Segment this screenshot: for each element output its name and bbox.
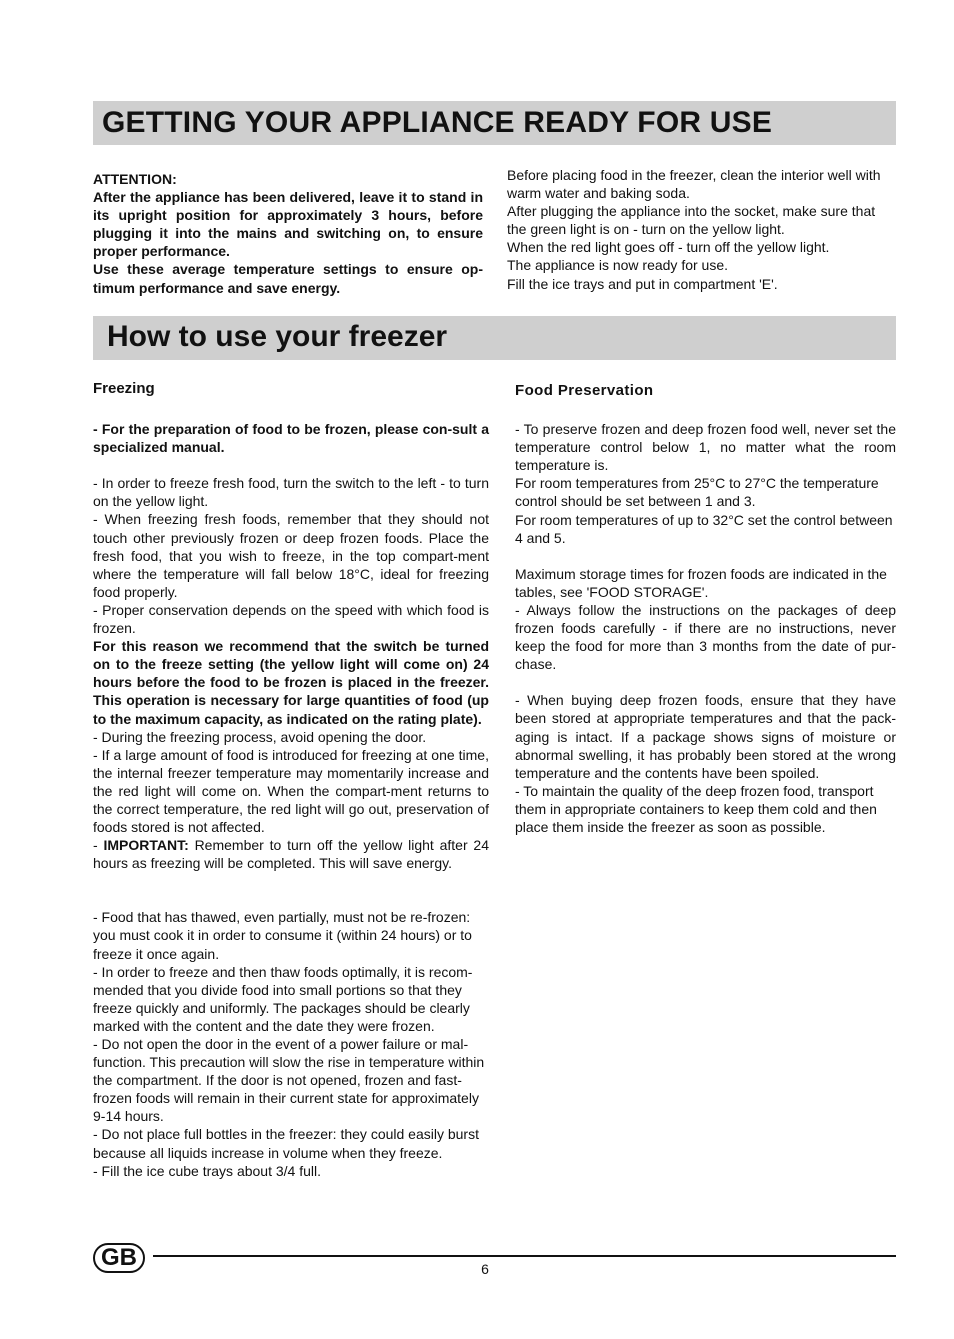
preservation-paragraph: - To preserve frozen and deep frozen food well, never set the temperature control below 1, no matter what the room temperature is.: [515, 421, 896, 474]
ready-instructions: [507, 166, 897, 293]
freezing-paragraph: - Do not place full bottles in the freezer: they could easily burst because all liquids increase in volume when they freeze.: [93, 1126, 479, 1161]
freezing-paragraph: - In order to freeze fresh food, turn the switch to the left - to turn on the yellow light.: [93, 475, 489, 510]
ready-line-1: Before placing food in the freezer, clean the interior well with warm water and baking soda.: [507, 167, 881, 202]
preservation-paragraph: For room temperatures from 25°C to 27°C the temperature control should be set between 1 and 3.: [515, 475, 879, 510]
freezing-paragraph: - Food that has thawed, even partially, must not be re-frozen: you must cook it in order to consume it (within 24 hours) or to freeze it once again.: [93, 909, 472, 962]
freezing-paragraph: - In order to freeze and then thaw foods optimally, it is recom-mended that you divide food into small portions so that they freeze quickly and uniformly. The packages should be clearly marked with the content and the date they were frozen.: [93, 963, 473, 1034]
section-title: How to use your freezer: [107, 320, 448, 353]
preservation-paragraph: - Always follow the instructions on the packages of deep frozen foods carefully - if there are no instructions, never keep the food for more than 3 months from the date of pur-chase.: [515, 601, 896, 673]
preservation-paragraph: For room temperatures of up to 32°C set the control between 4 and 5.: [515, 511, 893, 546]
important-label: IMPORTANT:: [103, 837, 189, 854]
freezing-paragraph: - When freezing fresh foods, remember that they should not touch other previously frozen or deep frozen foods. Place the fresh food, that you wish to freeze, in the top compart-ment where the temperature will fall below 18°C, ideal for freezing food properly.: [93, 511, 489, 600]
freezing-paragraph: - If a large amount of food is introduced for freezing at one time, the internal freezer temperature may momentarily increase and the red light will come on. When the compart-ment returns to the correct temperature, the red light will go out, preservation of foods stored is not affected.: [93, 746, 489, 836]
preservation-heading: Food Preservation: [515, 382, 654, 399]
ready-line-2: After plugging the appliance into the socket, make sure that the green light is on - turn on the yellow light.: [507, 203, 876, 238]
preservation-column: [515, 382, 896, 836]
page-number: 6: [481, 1261, 489, 1277]
footer-divider: [153, 1255, 896, 1257]
ready-line-4: The appliance is now ready for use.: [507, 257, 729, 274]
freezing-manual-note: - For the preparation of food to be frozen, please con-sult a specialized manual.: [93, 421, 489, 456]
freezing-paragraph: - Proper conservation depends on the speed with which food is frozen.: [93, 601, 489, 637]
freezing-paragraph: - Fill the ice cube trays about 3/4 full.: [93, 1162, 321, 1179]
preservation-paragraph: - When buying deep frozen foods, ensure that they have been stored at appropriate temperatures and that the pack-aging is intact. If a package shows signs of moisture or abnormal swelling, it has probably been stored at the wrong temperature and the contents have been spoiled.: [515, 692, 896, 781]
attention-paragraph-2: Use these average temperature settings to ensure op-timum performance and save energy.: [93, 261, 483, 296]
section-banner-getting-ready: [93, 101, 896, 145]
freezing-paragraph: - Do not open the door in the event of a power failure or mal-function. This precaution will slow the rise in temperature within the compartment. If the door is not opened, frozen and fast-frozen foods will remain in their current state for approximately 9-14 hours.: [93, 1036, 485, 1125]
attention-title: ATTENTION:: [93, 171, 177, 187]
freezing-column: [93, 380, 489, 1180]
important-prefix: -: [93, 837, 104, 854]
attention-block: [93, 170, 483, 297]
section-banner-freezer-use: [93, 316, 896, 360]
freezing-paragraph: - During the freezing process, avoid opening the door.: [93, 728, 427, 745]
important-text: Remember to turn off the yellow light after 24 hours as freezing will be completed. This will save energy.: [93, 837, 489, 872]
freezing-heading: Freezing: [93, 380, 155, 397]
freezing-recommendation: For this reason we recommend that the switch be turned on to the freeze setting (the yellow light will come on) 24 hours before the food to be frozen is placed in the freezer. This operation is necessary for large quantities of food (up to the maximum capacity, as indicated on the rating plate).: [93, 638, 489, 727]
page-title: GETTING YOUR APPLIANCE READY FOR USE: [102, 106, 773, 139]
preservation-paragraph: - To maintain the quality of the deep frozen food, transport them in appropriate containers to keep them cold and then place them inside the freezer as soon as possible.: [515, 782, 877, 835]
ready-line-3: When the red light goes off - turn off the yellow light.: [507, 239, 830, 256]
country-badge: GB: [93, 1243, 145, 1273]
ready-line-5: Fill the ice trays and put in compartment 'E'.: [507, 275, 778, 292]
preservation-paragraph: Maximum storage times for frozen foods are indicated in the tables, see 'FOOD STORAGE'.: [515, 565, 887, 600]
important-note: [93, 836, 489, 872]
attention-paragraph-1: After the appliance has been delivered, leave it to stand in its upright position for approximately 3 hours, before plugging it into the mains and switching on, to ensure proper performance.: [93, 189, 483, 260]
